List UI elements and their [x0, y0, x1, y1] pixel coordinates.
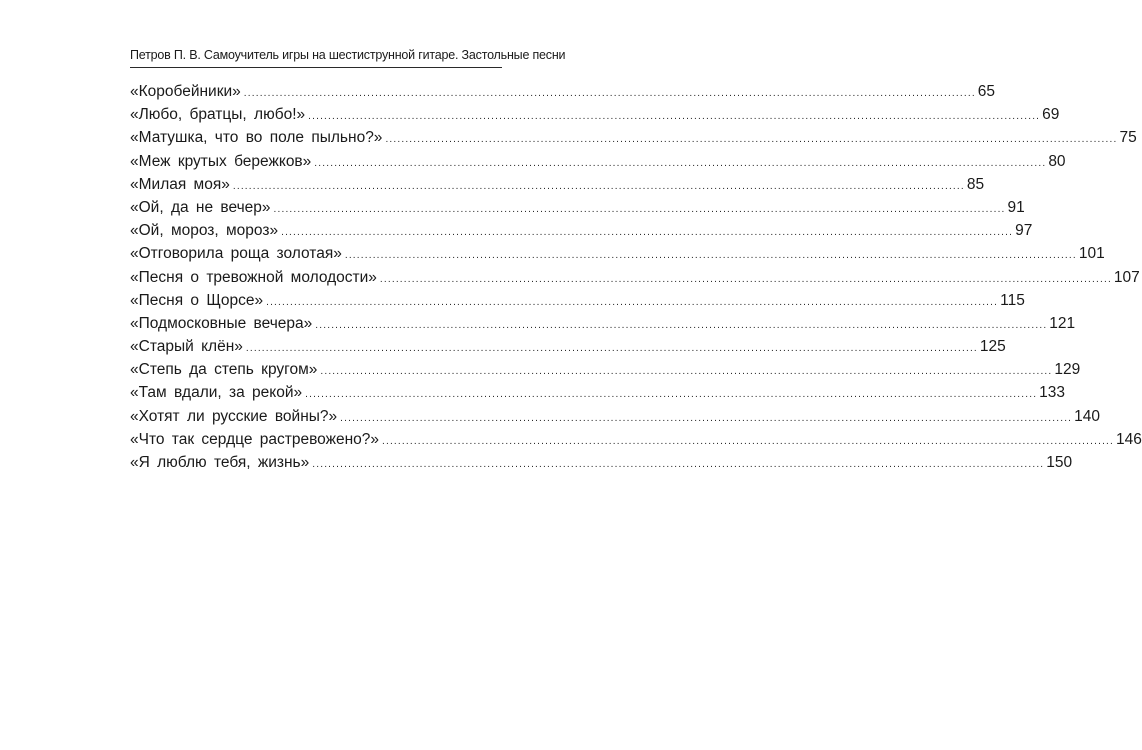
toc-entry[interactable] [130, 126, 1137, 149]
toc-entry[interactable] [130, 219, 1033, 242]
toc-entry-page: 115 [1000, 291, 1025, 309]
toc-entry-title: «Песня о тревожной молодости» [130, 268, 377, 286]
toc-entry-title: «Песня о Щорсе» [130, 291, 264, 309]
dot-leader [382, 430, 1114, 453]
toc-entry-title: «Ой, да не вечер» [130, 198, 271, 216]
toc-entry[interactable] [130, 451, 1073, 474]
dot-leader [312, 453, 1044, 476]
running-head: Петров П. В. Самоучитель игры на шестиструнной гитаре. Застольные песни [130, 48, 566, 62]
toc-entry[interactable] [130, 242, 1105, 265]
toc-entry[interactable] [130, 358, 1081, 381]
toc-entry-page: 97 [1015, 222, 1033, 240]
toc-entry-page: 107 [1113, 268, 1140, 286]
dot-leader [244, 82, 976, 105]
toc-entry-page: 85 [966, 175, 985, 193]
toc-entry[interactable] [130, 266, 1140, 289]
toc-entry[interactable] [130, 196, 1025, 219]
toc-entry-page: 91 [1007, 198, 1025, 216]
toc-entry-page: 150 [1046, 454, 1073, 471]
dot-leader [246, 337, 978, 360]
toc-entry-page: 140 [1074, 407, 1101, 425]
toc-entry[interactable] [130, 405, 1101, 428]
toc-entry-title: «Старый клён» [130, 338, 243, 356]
dot-leader [314, 152, 1046, 175]
toc-entry-title: «Что так сердце растревожено?» [130, 430, 379, 448]
dot-leader [380, 268, 1112, 291]
toc-entry-title: «Степь да степь кругом» [130, 361, 318, 379]
dot-leader [266, 291, 998, 314]
toc-entry[interactable] [130, 289, 1025, 312]
toc-entry-page: 75 [1119, 129, 1137, 147]
toc-entry-title: «Ой, мороз, мороз» [130, 222, 279, 240]
dot-leader [315, 314, 1047, 337]
toc-entry-title: «Отговорила роща золотая» [130, 245, 342, 263]
toc-entry-page: 133 [1039, 384, 1066, 402]
dot-leader [233, 175, 965, 198]
toc-entry-page: 101 [1078, 245, 1105, 263]
toc-entry-title: «Хотят ли русские войны?» [130, 407, 338, 425]
toc-entry-title: «Меж крутых бережков» [130, 152, 312, 170]
toc-entry-title: «Любо, братцы, любо!» [130, 106, 306, 124]
toc-entry[interactable] [130, 428, 1142, 451]
toc-entry-title: «Я люблю тебя, жизнь» [130, 454, 310, 471]
toc-entry[interactable] [130, 335, 1006, 358]
table-of-contents [130, 80, 1142, 474]
toc-entry-title: «Матушка, что во поле пыльно?» [130, 129, 383, 147]
toc-entry[interactable] [130, 150, 1066, 173]
toc-entry-page: 146 [1116, 430, 1142, 448]
toc-entry-page: 65 [977, 83, 996, 100]
toc-entry-page: 121 [1049, 314, 1076, 332]
toc-entry-title: «Коробейники» [130, 83, 241, 100]
dot-leader [281, 221, 1013, 244]
toc-entry-title: «Там вдали, за рекой» [130, 384, 303, 402]
toc-entry-title: «Милая моя» [130, 175, 230, 193]
dot-leader [385, 128, 1117, 151]
toc-entry-page: 125 [979, 338, 1006, 356]
dot-leader [345, 244, 1077, 267]
header-rule [130, 67, 502, 68]
dot-leader [320, 360, 1052, 383]
dot-leader [340, 407, 1072, 430]
toc-entry[interactable] [130, 103, 1060, 126]
dot-leader [274, 198, 1006, 221]
toc-entry-page: 129 [1054, 361, 1081, 379]
toc-entry-page: 80 [1048, 152, 1066, 170]
toc-entry[interactable] [130, 381, 1066, 404]
toc-entry[interactable] [130, 312, 1076, 335]
dot-leader [308, 105, 1040, 128]
toc-entry[interactable] [130, 80, 996, 103]
toc-entry-page: 69 [1042, 106, 1060, 124]
toc-entry[interactable] [130, 173, 985, 196]
toc-entry-title: «Подмосковные вечера» [130, 314, 313, 332]
dot-leader [305, 383, 1037, 406]
